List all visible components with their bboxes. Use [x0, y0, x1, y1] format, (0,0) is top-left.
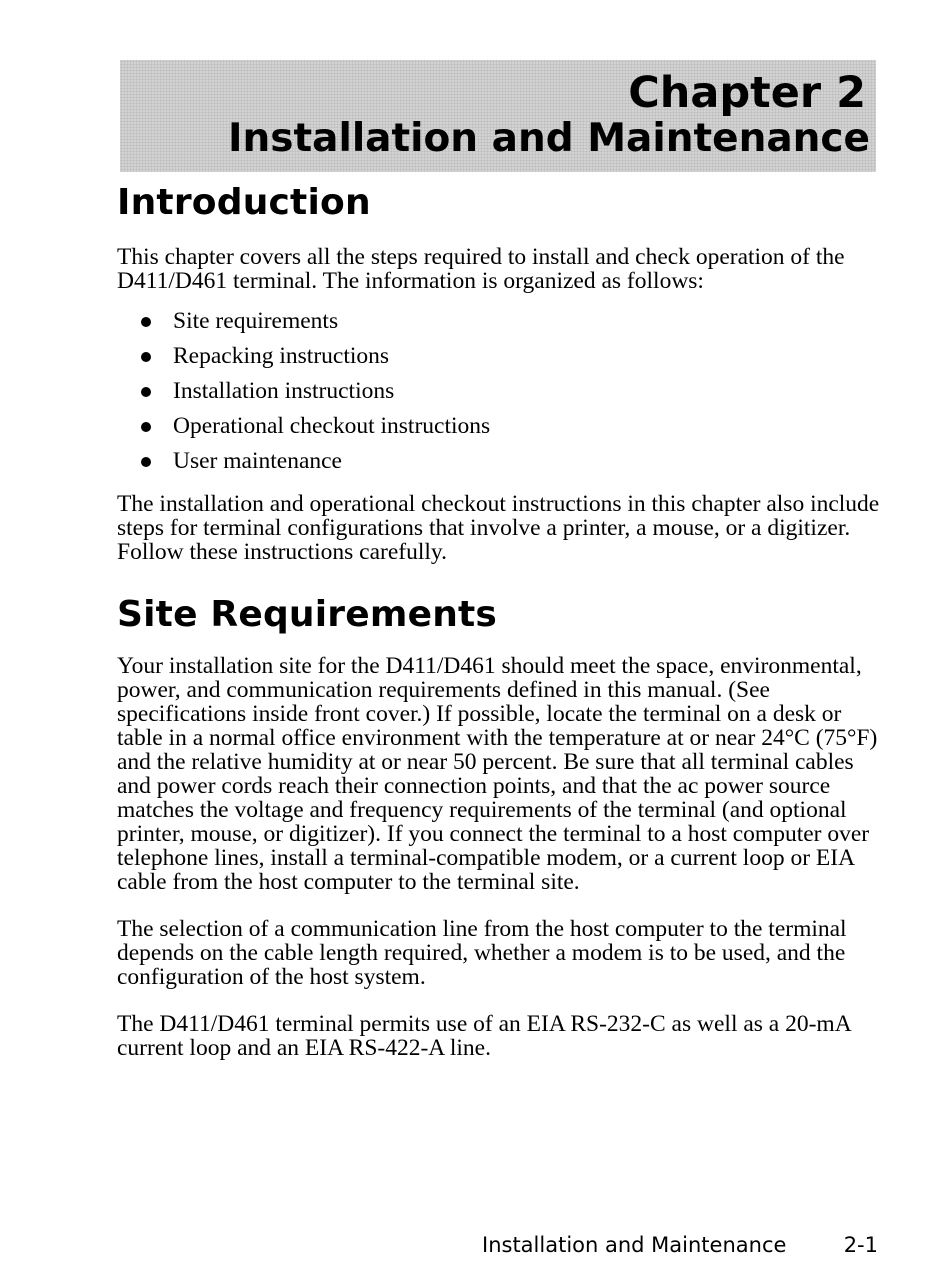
introduction-paragraph-2: The installation and operational checkout instructions in this chapter also include steps for terminal configurations that involve a printer, a mouse, or a digitizer. Follow these instructions carefully. — [117, 491, 880, 565]
introduction-paragraph: This chapter covers all the steps required to install and check operation of the D411/D461 terminal. The information is organized as follows: — [117, 244, 845, 294]
list-item-text: Site requirements — [173, 308, 339, 334]
footer-title: Installation and Maintenance — [482, 1233, 787, 1257]
bullet-icon — [141, 422, 151, 432]
bullet-icon — [141, 317, 151, 327]
list-item — [139, 374, 887, 409]
page-number: 2-1 — [843, 1233, 878, 1257]
chapter-title: Installation and Maintenance — [228, 116, 870, 161]
site-requirements-paragraph-3: The D411/D461 terminal permits use of an EIA RS-232-C as well as a 20-mA current loop and an EIA RS-422-A line. — [117, 1011, 851, 1061]
chapter-number: Chapter 2 — [628, 68, 866, 118]
chapter-banner — [120, 60, 876, 172]
list-item — [139, 339, 887, 374]
site-requirements-heading: Site Requirements — [117, 594, 498, 635]
list-item — [139, 409, 887, 444]
list-item-text: Operational checkout instructions — [173, 413, 491, 439]
list-item-text: User maintenance — [173, 448, 342, 474]
list-item — [139, 304, 887, 339]
topic-list — [117, 304, 887, 479]
site-requirements-paragraph-1: Your installation site for the D411/D461 should meet the space, environmental, power, and communication requirements defined in this manual. (See specifications inside front cover.) If possible, locate the terminal on a desk or table in a normal office environment with the temperature at or near 24°C (75°F) and the relative humidity at or near 50 percent. Be sure that all terminal cables and power cords reach their connection points, and that the ac power source matches the voltage and frequency requirements of the terminal (and optional printer, mouse, or digitizer). If you connect the terminal to a host computer over telephone lines, install a terminal-compatible modem, or a current loop or EIA cable from the host computer to the terminal site. — [117, 653, 878, 895]
bullet-icon — [141, 387, 151, 397]
list-item — [139, 444, 887, 479]
bullet-icon — [141, 352, 151, 362]
introduction-heading: Introduction — [117, 182, 371, 223]
site-requirements-paragraph-2: The selection of a communication line from the host computer to the terminal depends on the cable length required, whether a modem is to be used, and the configuration of the host system. — [117, 916, 847, 990]
list-item-text: Repacking instructions — [173, 343, 390, 369]
bullet-icon — [141, 457, 151, 467]
page-content — [117, 178, 887, 1060]
list-item-text: Installation instructions — [173, 378, 395, 404]
